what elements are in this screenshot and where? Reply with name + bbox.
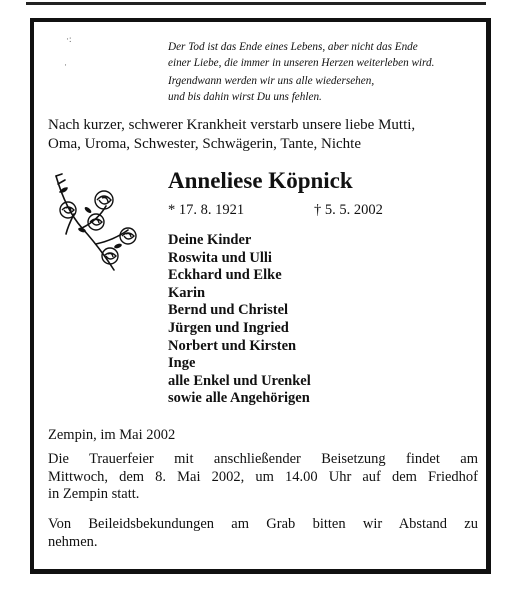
family-line: Karin	[168, 284, 206, 301]
family-line: Norbert und Kirsten	[168, 337, 297, 354]
condolence-line: Von Beileidsbekundungen am Grab bitten wir Abstand zu	[48, 516, 478, 532]
deceased-name: Anneliese Köpnick	[168, 168, 353, 193]
funeral-notice	[48, 451, 478, 504]
funeral-line: in Zempin statt.	[48, 486, 140, 503]
condolence-line: nehmen.	[48, 533, 98, 550]
scan-speck: ·	[64, 60, 67, 70]
birth-date: * 17. 8. 1921	[168, 202, 245, 218]
family-line: Eckhard und Elke	[168, 267, 282, 284]
poem	[168, 40, 484, 108]
family-line: Jürgen und Ingried	[168, 319, 289, 336]
family-list	[168, 232, 311, 408]
poem-stanza-2	[168, 74, 484, 105]
intro-line: Nach kurzer, schwerer Krankheit verstarb unsere liebe Mutti,	[48, 117, 416, 133]
condolence-notice	[48, 516, 478, 551]
family-line: Roswita und Ulli	[168, 249, 272, 266]
poem-line: Irgendwann werden wir uns alle wiedersehen,	[168, 75, 375, 87]
poem-line: einer Liebe, die immer in unseren Herzen weiterleben wird.	[168, 56, 435, 69]
family-line: sowie alle Angehörigen	[168, 390, 310, 407]
funeral-line: Mittwoch, dem 8. Mai 2002, um 14.00 Uhr auf dem Friedhof	[48, 468, 478, 485]
intro-text	[48, 116, 478, 153]
funeral-line: Die Trauerfeier mit anschließender Beisetzung findet am	[48, 451, 478, 467]
place-date: Zempin, im Mai 2002	[48, 427, 176, 443]
poem-line: Der Tod ist das Ende eines Lebens, aber nicht das Ende	[168, 41, 418, 53]
intro-line: Oma, Uroma, Schwester, Schwägerin, Tante, Nichte	[48, 135, 361, 152]
poem-line: und bis dahin wirst Du uns fehlen.	[168, 90, 322, 103]
poem-stanza-1	[168, 40, 484, 71]
rose-branch-icon	[52, 170, 148, 280]
family-line: Deine Kinder	[168, 232, 252, 248]
family-line: Bernd und Christel	[168, 302, 289, 319]
scan-speck: ·:	[66, 34, 72, 44]
life-dates	[168, 201, 408, 219]
family-line: Inge	[168, 355, 196, 372]
family-line: alle Enkel und Urenkel	[168, 372, 311, 389]
top-rule	[26, 2, 486, 5]
death-date: † 5. 5. 2002	[314, 202, 383, 218]
